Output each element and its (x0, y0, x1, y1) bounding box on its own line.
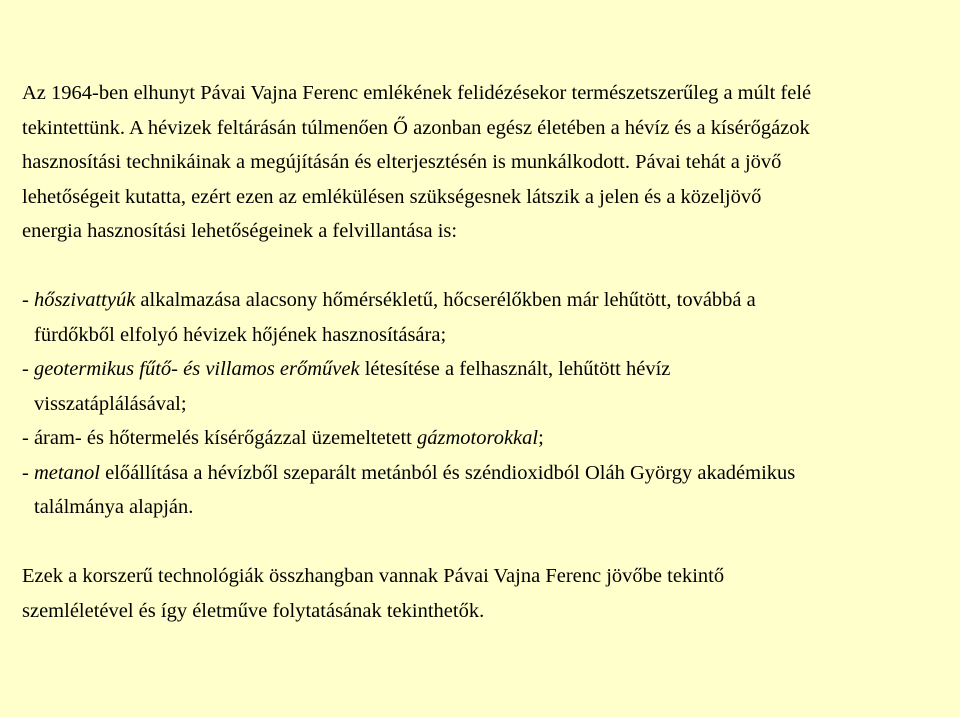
bullet-dash: - (22, 289, 34, 311)
bullet-text: - áram- és hőtermelés kísérőgázzal üzemeltetett (22, 427, 417, 449)
bullet-geothermal-plants (22, 352, 952, 421)
bullet-dash: - (22, 358, 34, 380)
intro-line: energia hasznosítási lehetőségeinek a felvillantása is: (22, 220, 458, 242)
bullet-text: ; (538, 427, 544, 449)
intro-line: tekintettünk. A hévizek feltárásán túlmenően Ő azonban egész életében a hévíz és a kísérőgázok (22, 116, 810, 139)
bullet-text: alkalmazása alacsony hőmérsékletű, hőcserélőkben már lehűtött, továbbá a (135, 289, 756, 311)
bullet-continuation: fürdőkből elfolyó hévizek hőjének hasznosítására; (34, 323, 447, 346)
closing-line: Ezek a korszerű technológiák összhangban vannak Pávai Vajna Ferenc jövőbe tekintő (22, 565, 725, 587)
intro-paragraph (22, 76, 952, 249)
bullet-line (22, 352, 952, 387)
bullet-term: gázmotorokkal (417, 427, 539, 449)
closing-paragraph (22, 559, 952, 628)
bullet-methanol (22, 456, 952, 525)
intro-line: Az 1964-ben elhunyt Pávai Vajna Ferenc emlékének felidézésekor természetszerűleg a múlt felé (22, 82, 812, 104)
intro-line: hasznosítási technikáinak a megújításán és elterjesztésén is munkálkodott. Pávai tehát a jövő (22, 151, 782, 173)
bullet-line (22, 421, 952, 456)
paragraph-spacer (22, 525, 952, 560)
bullet-dash: - (22, 461, 34, 484)
bullet-heat-pumps (22, 283, 952, 352)
bullet-line (22, 283, 952, 318)
intro-line: lehetőségeit kutatta, ezért ezen az emlékülésen szükségesnek látszik a jelen és a közeljövő (22, 185, 762, 208)
bullet-term: hőszivattyúk (33, 289, 136, 311)
closing-line: szemléletével és így életműve folytatásának tekinthetők. (22, 599, 485, 622)
bullet-gas-engines (22, 421, 952, 456)
bullet-continuation: találmánya alapján. (34, 496, 194, 518)
bullet-line (22, 456, 952, 491)
bullet-continuation: visszatáplálásával; (34, 392, 187, 415)
bullet-term: geotermikus fűtő- és villamos erőművek (33, 358, 360, 380)
slide-text-body (22, 76, 952, 628)
paragraph-spacer (22, 249, 952, 284)
bullet-list (22, 283, 952, 525)
bullet-text: előállítása a hévízből szeparált metánból és széndioxidból Oláh György akadémikus (100, 461, 796, 484)
bullet-term: metanol (33, 461, 100, 484)
bullet-text: létesítése a felhasznált, lehűtött hévíz (359, 358, 671, 380)
